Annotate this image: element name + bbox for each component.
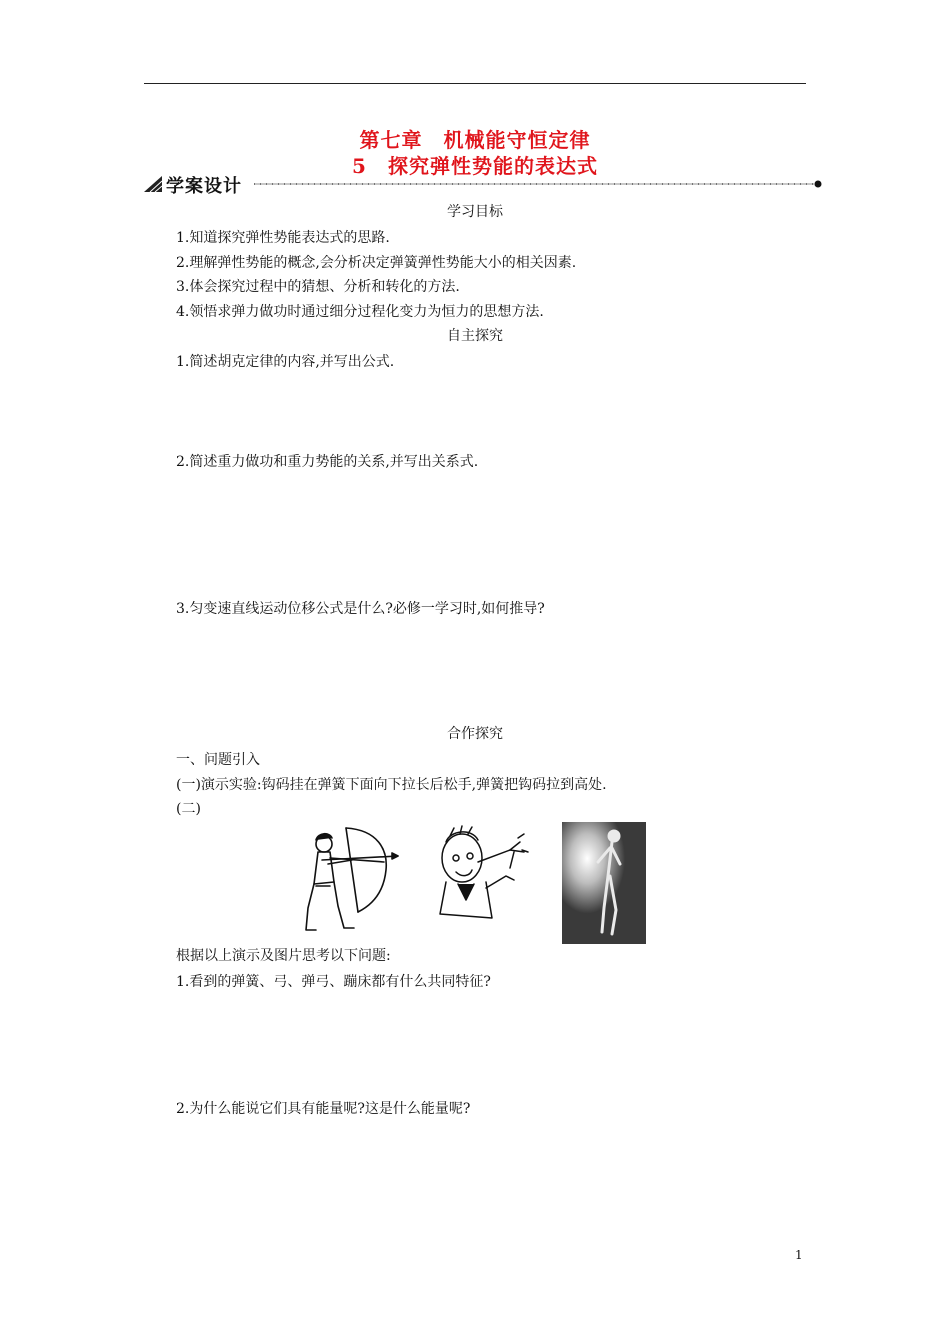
study-design-banner [142, 172, 822, 196]
goals-heading: 学习目标 [447, 204, 503, 220]
banner-label: 学案设计 [166, 176, 242, 197]
demo-text: (一)演示实验:钩码挂在弹簧下面向下拉长后松手,弹簧把钩码拉到高处. [176, 777, 607, 793]
banner-dotted-rule [254, 174, 824, 194]
goal-item: 2.理解弹性势能的概念,会分析决定弹簧弹性势能大小的相关因素. [176, 255, 577, 271]
goal-item: 4.领悟求弹力做功时通过细分过程化变力为恒力的思想方法. [176, 304, 544, 320]
cooperative-question: 1.看到的弹簧、弓、弹弓、蹦床都有什么共同特征? [176, 974, 491, 990]
goal-item: 3.体会探究过程中的猜想、分析和转化的方法. [176, 279, 460, 295]
chapter-title: 第七章 机械能守恒定律 [359, 128, 591, 152]
self-study-question: 3.匀变速直线运动位移公式是什么?必修一学习时,如何推导? [176, 601, 545, 617]
header-rule [144, 83, 806, 84]
trampoline-photo [562, 822, 646, 944]
self-study-heading: 自主探究 [447, 328, 503, 344]
self-study-question: 1.简述胡克定律的内容,并写出公式. [176, 354, 395, 370]
section-title: 5 探究弹性势能的表达式 [352, 154, 598, 178]
self-study-question: 2.简述重力做功和重力势能的关系,并写出关系式. [176, 454, 479, 470]
page-number: 1 [795, 1248, 803, 1262]
cooperative-heading: 合作探究 [447, 726, 503, 742]
part-two-heading: (二) [176, 801, 201, 817]
banner-triangle-icon [142, 174, 164, 194]
slingshot-boy-figure [432, 822, 536, 924]
question-prompt: 根据以上演示及图片思考以下问题: [176, 948, 391, 964]
archer-figure [300, 822, 404, 938]
part-one-heading: 一、问题引入 [176, 752, 260, 768]
goal-item: 1.知道探究弹性势能表达式的思路. [176, 230, 390, 246]
cooperative-question: 2.为什么能说它们具有能量呢?这是什么能量呢? [176, 1101, 471, 1117]
